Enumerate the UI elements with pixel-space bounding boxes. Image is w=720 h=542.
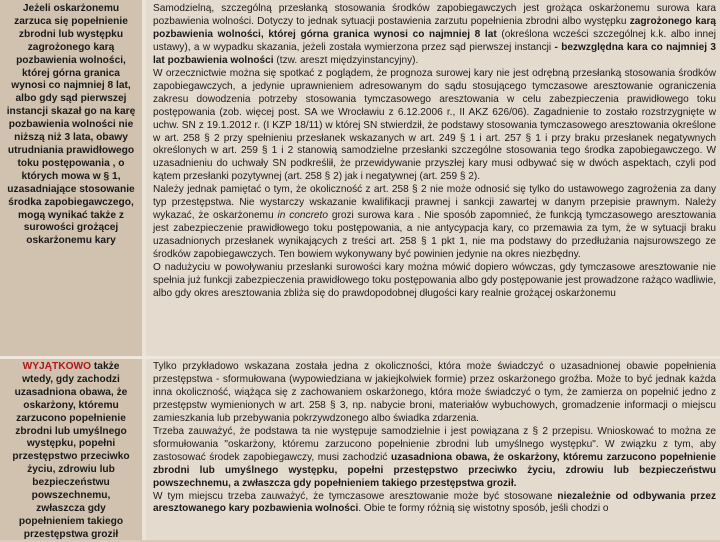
italic-text: in concreto — [277, 210, 328, 222]
condition-cell-1 — [0, 0, 142, 358]
text-span: (określona wcześci szczególnej k.k. albo innej ustawy), a w wypadku skazania, jeżeli została wymierzona przez sąd pierwszej instancji — [153, 28, 716, 53]
commentary-paragraph — [153, 184, 716, 262]
text-span: Trzeba zauważyć, że podstawa ta nie występuje samodzielnie i jest powiązana z § 2 przepisu. Wnioskować to można ze sformułowania "oskarżony, któremu zarzucono popełnienie zbrodni lub umyślnego występku". W związku z tym, aby zastosować środek zapobiegawczy, musi zachodzić — [153, 425, 716, 463]
commentary-paragraph: Tylko przykładowo wskazana została jedna z okoliczności, która może świadczyć o uzasadnionej obawie popełnienia przestępstwa - sformułowana (wypowiedziana w jakiejkolwiek formie) przez oskarżonego groźba. Może to być jednak każda inna okoliczność, wiążąca się z zachowaniem oskarżonego, która może świadczyć o tym, że zamierza on popełnić jedno z przestępstw wymienionych w art. 258 § 3, np. nabycie broni, materiałów wybuchowych, gromadzenie informacji o miejscu zamieszkania lub przebywania pokrzywdzonego albo świadka zdarzenia. — [153, 361, 716, 424]
condition-text-1: Jeżeli oskarżonemu zarzuca się popełnienie zbrodni lub występku zagrożonego karą pozbawienia wolności, której górna granica wynosi co najmniej 8 lat, albo gdy sąd pierwszej instancji skazał go na karę pozbawienia wolności nie niższą niż 3 lata, obawy utrudniania prawidłowego toku postępowania , o których mowa w § 1, uzasadniające stosowanie środka zapobiegawczego, mogą wynikać także z surowości grożącej oskarżonemu kary — [6, 3, 136, 247]
text-span: W tym miejscu trzeba zauważyć, że tymczasowe aresztowanie może być stosowane — [153, 490, 558, 502]
commentary-paragraph — [153, 426, 716, 491]
commentary-paragraph: W orzecznictwie można się spotkać z poglądem, że prognoza surowej kary nie jest odrębną przesłanką stosowania środków zapobiegawczych, a jedynie uprawnieniem adresowanym do sądu stosującego tymczasowe aresztowanie ograniczenia zakresu dowodzenia potrzeby stosowania tymczasowego aresztowania w celu zabezpieczenia prawidłowego toku postępowania (zob. więcej post. SA we Wrocławiu z 6.12.2006 r., II AKZ 626/06). Zagadnienie to zostało rozstrzygnięte w uchw. SN z 19.1.2012 r. (I KZP 18/11) w której SN stwierdził, że podstawy stosowania tymczasowego aresztowania określone w art. 258 § 2 przy spełnieniu przesłanek wskazanych w art. 249 § 1 i art. 257 § 1 i przy braku przesłanek negatywnych określonych w art. 259 § 1 i 2 stanowią samodzielne przesłanki szczególne stosowania tego środka zapobiegawczego. W uzasadnieniu do uchwały SN podkreślił, że przewidywanie przyszłej kary musi odbywać się w dwóch aspektach, czyli pod kątem przesłanki pozytywnej (art. 258 § 2) jak i negatywnej (art. 259 § 2). — [153, 67, 716, 183]
bold-text: niezależnie od odbywania przez aresztowanego kary pozbawienia wolności — [153, 490, 716, 515]
condition-cell-2 — [0, 358, 142, 540]
commentary-cell-2 — [146, 358, 720, 540]
text-span: Samodzielną, szczególną przesłanką stosowania środków zapobiegawczych jest grożąca oskarżonemu surowa kara pozbawienia wolności. Dotyczy to jednak sytuacji postawienia zarzutu popełnienia zbrodni albo występku — [153, 3, 716, 27]
text-span: (tzw. areszt międzyinstancyjny). — [273, 54, 419, 66]
table-row-2 — [0, 358, 720, 540]
text-span: . Obie te formy różnią się wistotny sposób, jeśli chodzi o — [358, 503, 609, 515]
exception-label: WYJĄTKOWO — [22, 361, 92, 372]
commentary-paragraph — [153, 3, 716, 68]
commentary-paragraph — [153, 491, 716, 517]
column-divider — [142, 0, 146, 540]
commentary-paragraph: O nadużyciu w powoływaniu przesłanki surowości kary można mówić dopiero wówczas, gdy tymczasowe aresztowanie nie spełnia już funkcji zabezpieczenia prawidłowego toku postępowania albo gdy postępowanie jest prowadzone rażąco wadliwie, albo gdy okres aresztowania zbliża się do prawdopodobnej długości kary realnie grożącej oskarżonemu — [153, 262, 716, 299]
condition-text-2: także wtedy, gdy zachodzi uzasadniona obawa, że oskarżony, któremu zarzucono popełnienie zbrodni lub umyślnego występku, popełni przestępstwo przeciwko życiu, zdrowiu lub bezpieczeństwu powszechnemu, zwłaszcza gdy popełnieniem takiego przestępstwa groził — [12, 361, 130, 540]
bold-text: uzasadniona obawa, że oskarżony, któremu zarzucono popełnienie zbrodni lub umyślnego występku, popełni przestępstwo przeciwko życiu, zdrowiu lub bezpieczeństwu powszechnemu, a zwłaszcza gdy popełnieniem takiego przestępstwa groził. — [153, 451, 716, 489]
bold-text: zagrożonego karą pozbawienia wolności, której górna granica wynosi co najmniej 8 lat — [153, 15, 716, 40]
text-span: Należy jednak pamiętać o tym, że okoliczność z art. 258 § 2 nie może odnosić się tylko do ustawowego zagrożenia za dany typ przestępstwa. Nie wystarczy wskazanie kwalifikacji prawnej i sankcji zawartej w danym przepisie prawnym. Należy wykazać, że oskarżonemu — [153, 184, 716, 222]
row-divider — [0, 356, 720, 359]
bold-text: - bezwzględna kara co najmniej 3 lat pozbawienia wolności — [153, 41, 716, 66]
text-span: grozi surowa kara . Nie sposób zapomnieć, że funkcją tymczasowego aresztowania jest zabezpieczenie prawidłowego toku postępowania, a nie antycypacja kary, co przemawia za tym, że w sytuacji braku uzasadnionych przesłanek wynikających z treści art. 258 § 1 pkt 1, nie ma podstawy do przedłużania najsurowszego ze środków zapobiegawczych. Ten bowiem wykonywany być powinien jedynie na okres niezbędny. — [153, 210, 716, 261]
commentary-cell-1 — [146, 0, 720, 358]
